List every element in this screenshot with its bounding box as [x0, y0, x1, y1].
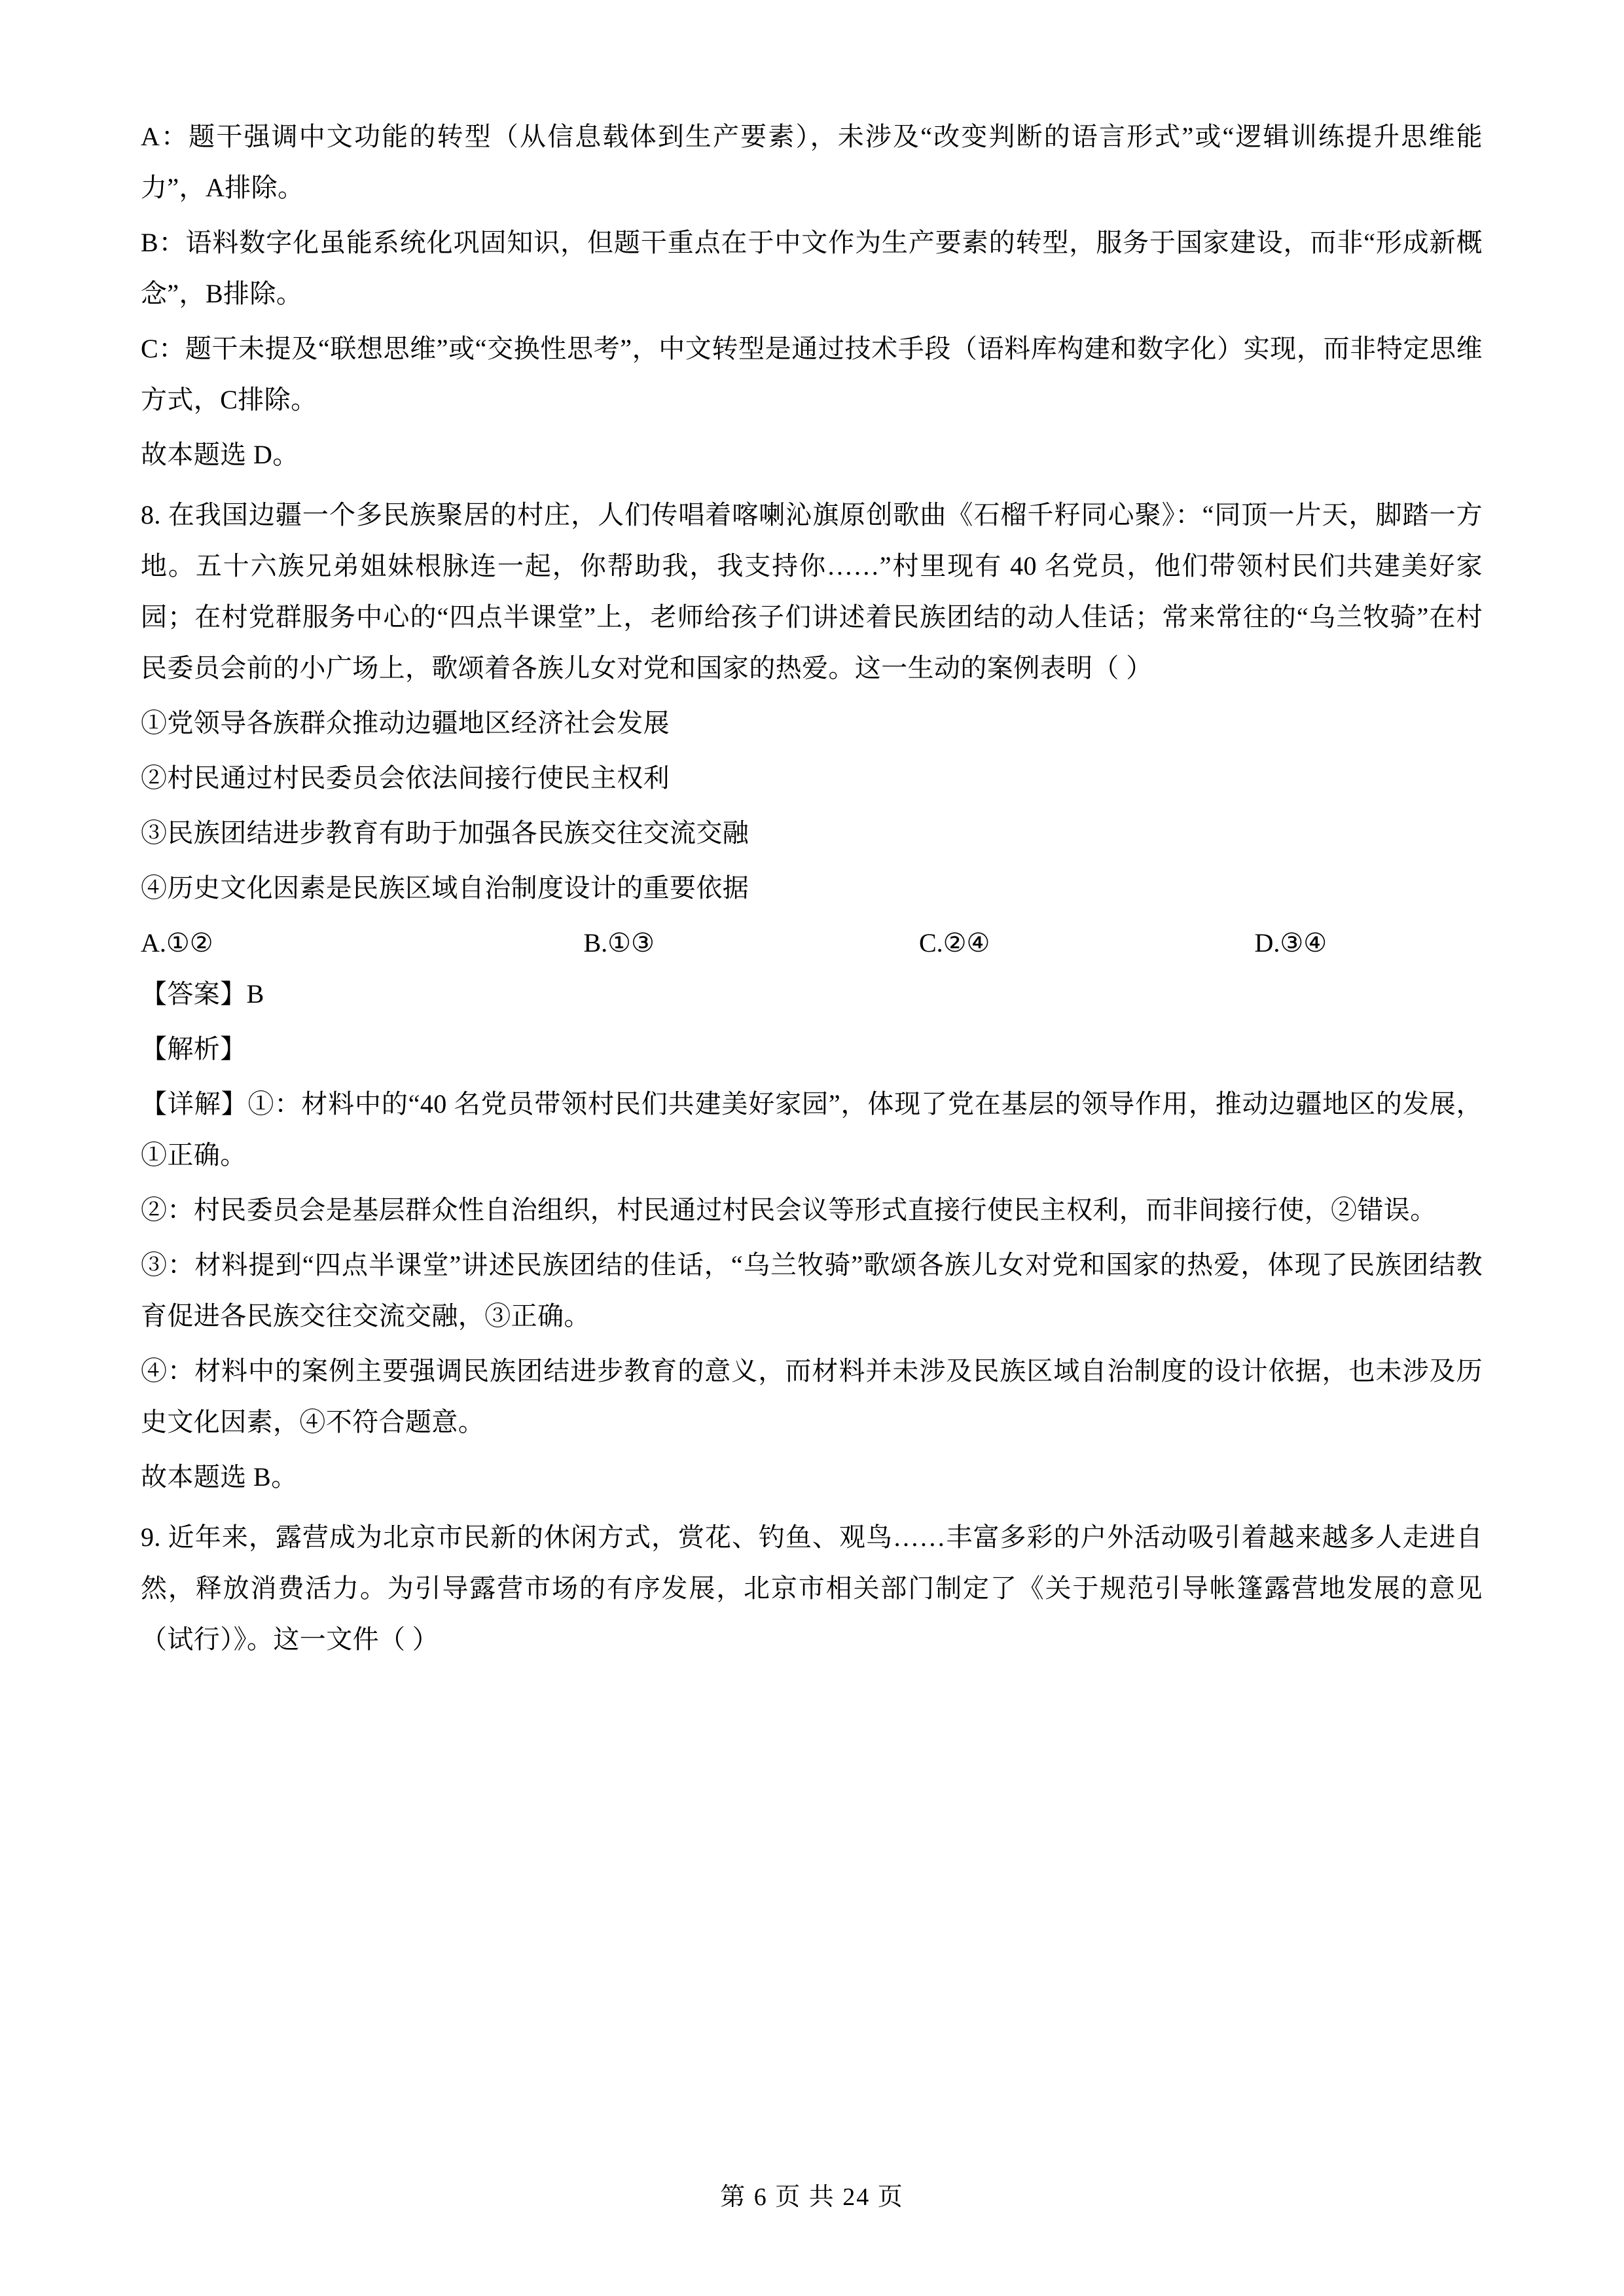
paragraph-option-a: A：题干强调中文功能的转型（从信息载体到生产要素），未涉及“改变判断的语言形式”或“逻辑训练提升思维能力”，A排除。	[141, 122, 1483, 202]
paragraph-conclusion-7: 故本题选 D。	[141, 440, 299, 469]
page-content	[141, 111, 1483, 1665]
paragraph-option-b: B：语料数字化虽能系统化巩固知识，但题干重点在于中文作为生产要素的转型，服务于国家建设，而非“形成新概念”，B排除。	[141, 228, 1483, 308]
question-8-stem: 8. 在我国边疆一个多民族聚居的村庄，人们传唱着喀喇沁旗原创歌曲《石榴千籽同心聚》：“同顶一片天，脚踏一方地。五十六族兄弟姐妹根脉连一起，你帮助我，我支持你……”村里现有 40 名党员，他们带领村民们共建美好家园；在村党群服务中心的“四点半课堂”上，老师给孩子们讲述着民族团结的动人佳话；常来常往的“乌兰牧骑”在村民委员会前的小广场上，歌颂着各族儿女对党和国家的热爱。这一生动的案例表明（ ）	[141, 500, 1483, 683]
question-8-explanation-3: ③：材料提到“四点半课堂”讲述民族团结的佳话，“乌兰牧骑”歌颂各族儿女对党和国家的热爱，体现了民族团结教育促进各民族交往交流交融，③正确。	[141, 1250, 1483, 1331]
question-8-options	[141, 918, 1483, 969]
question-8-item-3: ③民族团结进步教育有助于加强各民族交往交流交融	[141, 818, 749, 848]
paragraph-option-c: C：题干未提及“联想思维”或“交换性思考”，中文转型是通过技术手段（语料库构建和数字化）实现，而非特定思维方式，C排除。	[141, 334, 1483, 414]
question-8-option-c[interactable]: C.②④	[919, 928, 990, 958]
question-8-explanation-4: ④：材料中的案例主要强调民族团结进步教育的意义，而材料并未涉及民族区域自治制度的设计依据，也未涉及历史文化因素，④不符合题意。	[141, 1356, 1483, 1437]
question-8-explanation-1: 【详解】①：材料中的“40 名党员带领村民们共建美好家园”，体现了党在基层的领导作用，推动边疆地区的发展，①正确。	[141, 1089, 1483, 1170]
page-footer: 第 6 页 共 24 页	[720, 2183, 904, 2211]
question-8-answer: 【答案】B	[141, 979, 264, 1009]
question-8-explanation-2: ②：村民委员会是基层群众性自治组织，村民通过村民会议等形式直接行使民主权利，而非间接行使，②错误。	[141, 1195, 1437, 1225]
question-8-item-4: ④历史文化因素是民族区域自治制度设计的重要依据	[141, 873, 749, 903]
question-8-option-a[interactable]: A.①②	[141, 928, 213, 958]
question-8-conclusion: 故本题选 B。	[141, 1462, 298, 1492]
question-8-option-d[interactable]: D.③④	[1254, 928, 1327, 958]
question-8-item-1: ①党领导各族群众推动边疆地区经济社会发展	[141, 708, 670, 738]
question-9-stem: 9. 近年来，露营成为北京市民新的休闲方式，赏花、钓鱼、观鸟……丰富多彩的户外活动吸引着越来越多人走进自然，释放消费活力。为引导露营市场的有序发展，北京市相关部门制定了《关于规范引导帐篷露营地发展的意见（试行）》。这一文件（ ）	[141, 1522, 1483, 1654]
question-8-analysis-label: 【解析】	[141, 1034, 247, 1064]
question-8-item-2: ②村民通过村民委员会依法间接行使民主权利	[141, 763, 670, 793]
question-8-option-b[interactable]: B.①③	[583, 928, 655, 958]
